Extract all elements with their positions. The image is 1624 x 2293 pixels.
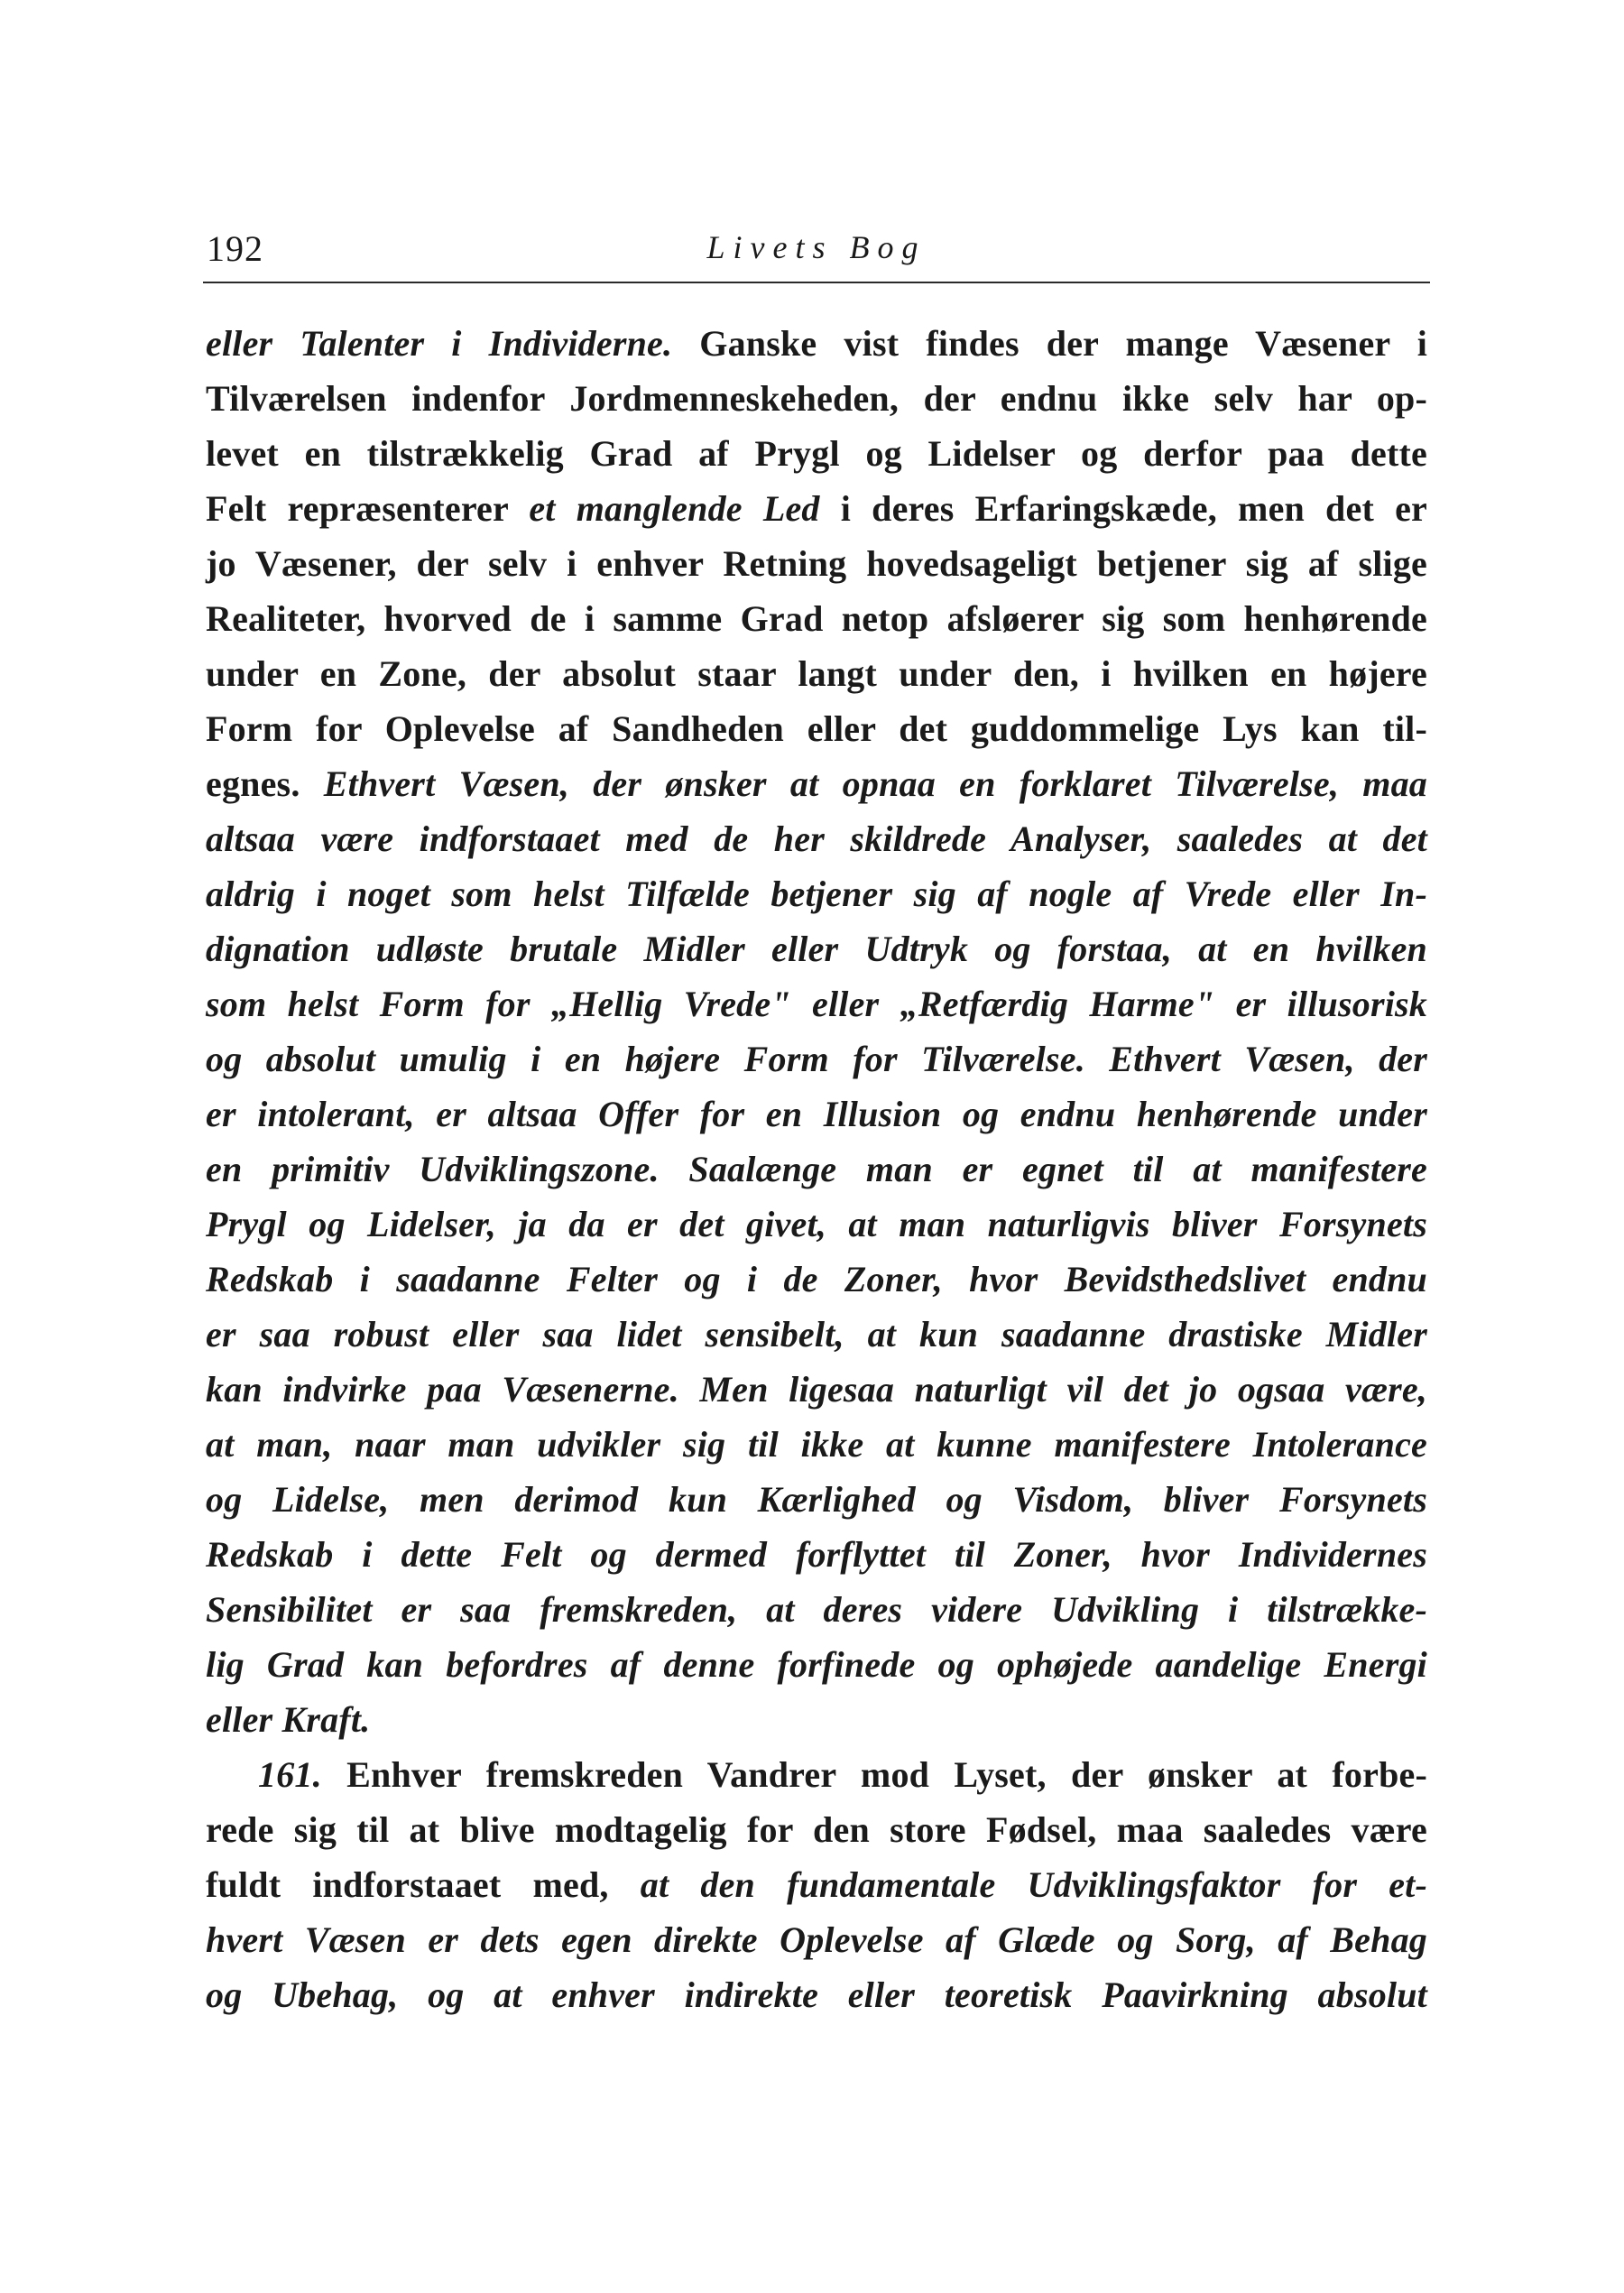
text-line [206,426,1427,481]
text-line [206,1747,1427,1802]
italic-text: er saa robust eller saa lidet sensibelt, at kun saadanne drastiske Midler [206,1314,1427,1355]
roman-text: levet en tilstrækkelig Grad af Prygl og Lidelser og derfor paa dette [206,433,1427,474]
text-line [206,1527,1427,1582]
roman-text: rede sig til at blive modtagelig for den store Fødsel, maa saaledes være [206,1809,1427,1850]
text-line [206,1417,1427,1472]
italic-text: og Lidelse, men derimod kun Kærlighed og Visdom, bliver Forsynets [206,1479,1427,1520]
text-line [206,1692,1427,1747]
italic-text: Sensibilitet er saa fremskreden, at deres videre Udvikling i tilstrække- [206,1589,1427,1630]
roman-text: egnes. [206,763,324,804]
text-line [206,976,1427,1031]
text-line [206,1086,1427,1142]
italic-text: eller Kraft. [206,1699,371,1740]
roman-text: Form for Oplevelse af Sandheden eller det guddommelige Lys kan til- [206,708,1427,749]
page-number: 192 [207,228,263,269]
italic-text: Prygl og Lidelser, ja da er det givet, at man naturligvis bliver Forsynets [206,1204,1427,1244]
text-line [206,591,1427,646]
italic-text: som helst Form for „Hellig Vrede" eller „Retfærdig Harme" er illusorisk [206,984,1427,1024]
text-line [206,1582,1427,1637]
italic-text: Ethvert Væsen, der ønsker at opnaa en forklaret Tilværelse, maa [323,763,1427,804]
italic-text: og Ubehag, og at enhver indirekte eller teoretisk Paavirkning absolut [206,1974,1427,2015]
text-line [206,756,1427,811]
body-text [206,316,1427,2022]
text-line [206,1031,1427,1086]
italic-text: 161. [258,1754,322,1795]
roman-text: jo Væsener, der selv i enhver Retning hovedsageligt betjener sig af slige [206,543,1427,584]
roman-text: i deres Erfaringskæde, men det er [819,488,1427,529]
text-line [206,371,1427,426]
text-line [206,811,1427,866]
italic-text: dignation udløste brutale Midler eller Udtryk og forstaa, at en hvilken [206,929,1427,969]
roman-text: Enhver fremskreden Vandrer mod Lyset, der ønsker at forbe- [321,1754,1427,1795]
roman-text: under en Zone, der absolut staar langt under den, i hvilken en højere [206,653,1427,694]
text-line [206,1197,1427,1252]
text-line [206,866,1427,921]
text-line [206,1912,1427,1967]
italic-text: aldrig i noget som helst Tilfælde betjener sig af nogle af Vrede eller In- [206,874,1427,914]
italic-text: er intolerant, er altsaa Offer for en Illusion og endnu henhørende under [206,1094,1427,1134]
italic-text: at man, naar man udvikler sig til ikke at kunne manifestere Intolerance [206,1424,1427,1465]
text-line [206,646,1427,701]
text-line [206,701,1427,756]
italic-text: et manglende Led [529,488,820,529]
text-line [206,1362,1427,1417]
text-line [206,1307,1427,1362]
italic-text: lig Grad kan befordres af denne forfinede og ophøjede aandelige Energi [206,1644,1427,1685]
text-line [206,921,1427,976]
italic-text: og absolut umulig i en højere Form for Tilværelse. Ethvert Væsen, der [206,1039,1427,1079]
text-line [206,1967,1427,2022]
text-line [206,1142,1427,1197]
roman-text: Realiteter, hvorved de i samme Grad netop afsløerer sig som henhørende [206,598,1427,639]
italic-text: Redskab i dette Felt og dermed forflyttet til Zoner, hvor Individernes [206,1534,1427,1575]
text-line [206,481,1427,536]
text-line [206,1857,1427,1912]
italic-text: altsaa være indforstaaet med de her skildrede Analyser, saaledes at det [206,818,1427,859]
text-line [206,1252,1427,1307]
italic-text: Redskab i saadanne Felter og i de Zoner, hvor Bevidsthedslivet endnu [206,1259,1427,1299]
italic-text: en primitiv Udviklingszone. Saalænge man er egnet til at manifestere [206,1149,1427,1189]
text-line [206,316,1427,371]
roman-text: fuldt indforstaaet med, [206,1864,641,1905]
text-line [206,1637,1427,1692]
running-title: Livets Bog [706,229,927,265]
text-line [206,1472,1427,1527]
roman-text: Ganske vist findes der mange Væsener i [672,323,1428,364]
italic-text: hvert Væsen er dets egen direkte Oplevelse af Glæde og Sorg, af Behag [206,1919,1427,1960]
italic-text: eller Talenter i Individerne. [206,323,673,364]
roman-text: Tilværelsen indenfor Jordmenneskeheden, der endnu ikke selv har op- [206,378,1427,419]
running-header [203,226,1430,283]
italic-text: at den fundamentale Udviklingsfaktor for et- [640,1864,1427,1905]
italic-text: kan indvirke paa Væsenerne. Men ligesaa naturligt vil det jo ogsaa være, [206,1369,1427,1410]
text-line [206,536,1427,591]
text-line [206,1802,1427,1857]
roman-text: Felt repræsenterer [206,488,530,529]
